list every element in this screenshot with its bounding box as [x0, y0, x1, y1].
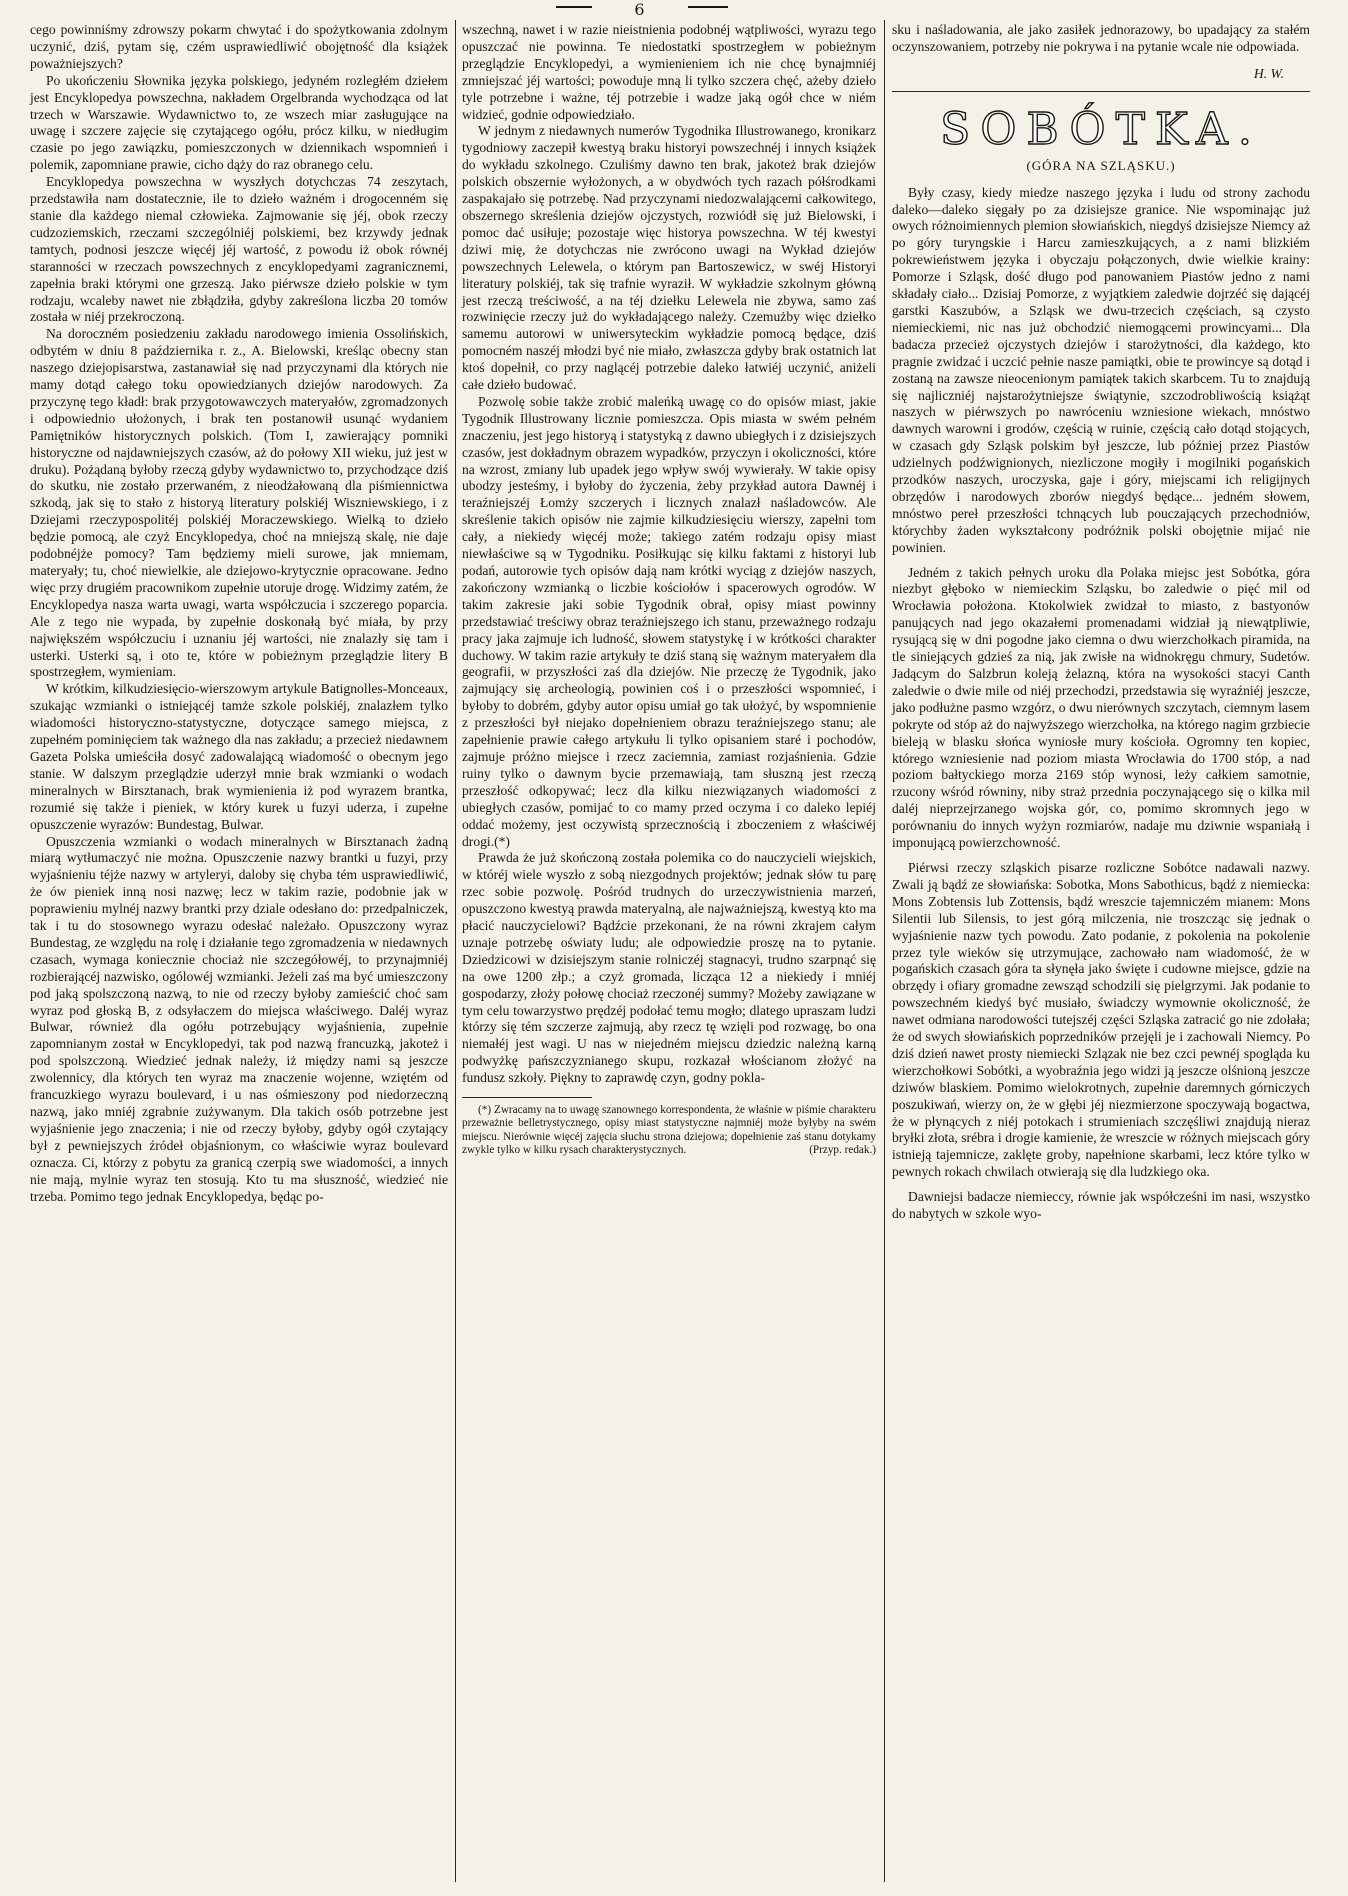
column-2	[462, 22, 876, 1888]
paragraph: wszechną, nawet i w razie nieistnienia podobnéj wątpliwości, wyrazu tego opuszczać nie powinna. Te niedostatki spostrzegłem w pobieżnym przeglądzie Encyklopedyi, a wymienieniem ich nie chcę bynajmniéj zmniejszać jéj wartości; powoduje mną li tylko szczera chęć, ażeby dzieło tyle potrzebne i ważne, téj potrzebie i wadze jaką ogół chce w niém widzieć, godnie odpowiedziało.	[462, 22, 876, 122]
paragraph: cego powinniśmy zdrowszy pokarm chwytać i do spożytkowania zdolnym uczynić, dziś, pytam się, czém usprawiedliwić obojętność dla książek poważniejszych?	[30, 22, 448, 71]
author-signature: H. W.	[1253, 65, 1284, 81]
footnote-credit: (Przyp. redak.)	[809, 1143, 876, 1156]
paragraph: Dawniejsi badacze niemieccy, równie jak współcześni im nasi, wszystko do nabytych w szkole wyo-	[892, 1189, 1310, 1222]
paragraph: W krótkim, kilkudziesięcio-wierszowym artykule Batignolles-Monceaux, szukając wzmianki o istniejącéj tamże szkole polskiéj, znalazłem tylko wiadomości historyczno-statystyczne, dotyczące samego miejsca, z zupełném pominięciem tak ważnego dla nas zakładu; a przecież niedawnem Gazeta Polska umieściła dosyć zadowalającą wiadomość o obecnym jego stanie. W dalszym przeglądzie uderzył mnie brak wzmianki o wodach mineralnych w Birsztanach, brak wymienienia iż pod wyrazem brantka, rozumié się także i pieniek, w który kurek u fuzyi uderza, i zupełne opuszczenie wyrazów: Bundestag, Bulwar.	[30, 681, 448, 832]
title-rule	[892, 91, 1310, 92]
paragraph: Prawda że już skończoną została polemika co do nauczycieli wiejskich, w któréj wiele wyszło z sobą niezgodnych projektów; jednak słów tu parę rzec sobie pozwolę. Pośród trudnych do urzeczywistnienia marzeń, opuszczono kwestyą prawda materyalną, ale najważniejszą, kwestyą kto ma płacić nauczycielowi? Bądźcie przekonani, że na równi zkrajem całym uznaje potrzebę oświaty ludu; ale odpowiedzie proszę na to pytanie. Dziedzicowi w dzisiejszym stanie rolniczéj stagnacyi, trudno szarpnąć się na owe 1200 złp.; a czyż gromada, licząca 12 a niekiedy i mniéj gospodarzy, złoży połowę chociaż rzeczonéj summy? Możeby zawiązane w tym celu towarzystwo prędzéj podołać temu mogło; dlatego upraszam ludzi którzy się tém szczerze zajmują, aby rzecz tę wzięli pod rozwagę, bo ona niemałéj jest wagi. U nas w niejedném miejscu dziedzic należną karną podwyżkę pańszczyznianego skupu, rozkazał włościanom złożyć na fundusz szkoły. Piękny to zaprawdę czyn, godny pokla-	[462, 850, 876, 1086]
column-rule-1	[455, 20, 456, 1882]
paragraph: Po ukończeniu Słownika języka polskiego, jedyném rozległém dziełem jest Encyklopedya powszechna, nakładem Orgelbranda wychodząca od lat trzech w Warszawie. Wydawnictwo to, ze wszech miar zasługujące na uwagę i szczere zajęcie się czytającego ogółu, prócz kilku, w niedługim czasie po jego zawiązku, pomieszczonych w dziennikach wspomnień i polemik, zapomniane prawie, cicho dąży do raz obranego celu.	[30, 72, 448, 173]
article-title: SOBÓTKA.	[940, 103, 1262, 155]
paragraph: Piérwsi rzeczy szląskich pisarze rozliczne Sobótce nadawali nazwy. Zwali ją bądź ze słowiańska: Sobotka, Mons Sabothicus, bądź z niemiecka: Mons Zobtensis lub Zottensis, bądź wreszcie tajemniczém mianem: Mons Silentii lub Silensis, to jest górą milczenia, nie troszcząc się jednak o wyjaśnienie nazw tych powodu. Zato podanie, z pokolenia na pokolenie przez tyle wieków się utrzymujące, zachowało nam wiadomość, że w pogańskich czasach góra ta słynęła jako święte i cudowne miejsce, gdzie na obrzędy i ofiary gromadne zewsząd schodzili się pielgrzymi. Jak podanie to powszechném kiedyś być musiało, świadczy wymownie okoliczność, że nawet odmiana narodowości tutejszéj części Szląska zatracić go nie zdołała; że od swych słowiańskich poprzedników przejęli je i zachowali Niemcy. Po dziś dzień nawet prosty niemiecki Szlązak nie bez czci pewnéj spogląda ku wierzchołkowi Sobótki, a wyobraźnia jego widzi ją jeszcze olśnioną jeszcze dziwów blaskiem. Pomimo wielokrotnych, zupełnie daremnych górniczych poszukiwań, wierzy on, że w głębi jéj niezmierzone spoczywają bogactwa, że w płynących z niéj potokach i strumieniach szczęśliwi znajdują nieraz bryłki złota, srébra i drogie kamienie, że wreszcie w różnych miejscach góry istnieją tajemnicze, zaklęte groby, napełnione skarbami, lecz które tylko w pewnych rokach chwilach otwierają się dla ludzkiego oka.	[892, 859, 1310, 1180]
paragraph: Na doroczném posiedzeniu zakładu narodowego imienia Ossolińskich, odbytém w dniu 8 października r. z., A. Bielowski, kreśląc obecny stan naszego dziejopisarstwa, zastanawiał się nad przyczynami dla których nie mamy dotąd całego toku opowiedzianych dziejów narodowych. Za przyczynę tego kładł: brak przygotowawczych materyałów, zgromadzonych i odpowiednio ułożonych, i brak ten postanowił usunąć wydaniem Pamiętników historycznych polskich. (Tom I, zawierający pomniki historyczne od najdawniejszych czasów, aż do połowy XII wieku, już jest w druku). Pożądaną byłoby rzeczą gdyby wydawnictwo to, przychodzące dziś do skutku, nie zostało przerwaném, z nieodżałowaną dla piśmiennictwa szkodą, jak się to stało z historyą literatury polskiéj Wiszniewskiego, i z Dziejami rzeczypospolitéj polskiéj Moraczewskiego. Wielką to dzieło będzie pomocą, ale czyż Encyklopedya, choć na mniejszą skalę, nie daje podobnéjże pomocy? Tam będziemy mieli surowe, jak mniemam, materyały; tu, choć niewielkie, ale dziejowo-krytycznie opracowane. Jedno więc przy drugiém pracownikom zupełnie utoruje drogę. Widzimy zatém, że Encyklopedya nasza warta uwagi, warta współczucia i szczerego poparcia. Ale z tego nie wypada, by zupełnie doskonałą być miała, by przy największém współczuciu i uznaniu jéj wartości, nie znalazły się tam i usterki. Usterki są, i oto te, które w pobieżnym przeglądzie litery B spostrzegłem, wymieniam.	[30, 326, 448, 680]
paragraph: Encyklopedya powszechna w wyszłych dotychczas 74 zeszytach, przedstawiła nam dostatecznie, ile to dzieło ważném i drogocenném się stanie dla każdego niemal człowieka. Zajmowanie się jéj, obok rzeczy cudzoziemskich, rzeczami szczególniéj polskiemi, bez krzywdy jednak tamtych, podnosi jeszcze więcéj jéj wartość, z powodu iż obok równéj staranności w rzeczach powszechnych z encyklopedyami zagranicznemi, zapełnia braki którymi one grzeszą. Jako piérwsze dzieło polskie w tym rodzaju, wcaleby nawet nie zbłądziła, gdyby zakreślona liczba 20 tomów została w niéj przekroczoną.	[30, 174, 448, 325]
column-1	[30, 22, 448, 1888]
article-subtitle: (GÓRA NA SZLĄSKU.)	[1026, 157, 1176, 173]
paragraph: Były czasy, kiedy miedze naszego języka i ludu od strony zachodu daleko—daleko sięgały po za dzisiejsze granice. Nie wspominając już owych różnoimiennych plemion słowiańskich, niegdyś dzisiejsze Niemcy aż po góry turyngskie i Harcu zamieszkujących, a z nami blizkiém pokrewieństwem języka i obyczaju połączonych, dwie wielkie krainy: Pomorze i Szląsk, dość długo pod panowaniem Piastów jedno z nami składały ciało... Dzisiaj Pomorze, z wyjątkiem zaledwie dojrzéć się dającéj garstki Kaszubów, a Szląsk we dwu-trzecich częściach, są czysto niemieckiemi, nic nas już obchodzić niemogącemi prowincyami... Dla badacza przecież ojczystych dziejów i starożytności, dla każdego, kto pragnie zwidzać i uczcić pełnie nasze pamiątki, obie te prowincye są dotąd i zostaną na zawsze nieocenionym pamiątek takich skarbcem. Tu to znajdują się najliczniéj najstarożytniejsze świątynie, szczodrobliwością książąt naszych w piérwszych po nawróceniu wzniesione wiekach, mnóstwo dawnych warowni i grodów, częścią w ruinie, częścią cało dotąd stojących, w czasach gdy Szląsk polskim był jeszcze, lub później przez Piastów udzielnych podźwignionych, niezliczone mogiły i mogilniki pogańskich przodków naszych, uroczyska, gaje i góry, miejscami ich religijnych obrzędów i narodowych zborów niegdyś będące... jedném słowem, mnóstwo pereł przeszłości tchnących lub pouczających przechodniów, którychby żaden wykształcony podróżnik polski obojętnie mijać nie powinien.	[892, 184, 1310, 555]
footnote-rule	[462, 1097, 592, 1098]
column-rule-2	[884, 20, 885, 1882]
folio-rule-right	[688, 6, 728, 8]
paragraph: W jednym z niedawnych numerów Tygodnika Illustrowanego, kronikarz tygodniowy zaczepił kwestyą braku historyi powszechnéj i innych książek do wykładu szkolnego. Czuliśmy dawno ten brak, jakoteż brak dziejów polskich obszernie wyłożonych, a w obydwóch tych razach półśrodkami zaspakajało się potrzebę. Nad przyczynami niedozwalającemi całkowitego, obszernego skreślenia dziejów ojczystych, rozwiódł się już Bielowski, i pomoc dać usiłuje; pozostaje więc historya powszechna. W téj kwestyi dziwi mię, że dotychczas nie zwrócono uwagi na Wykład dziejów powszechnych Lelewela, o którym pan Bartoszewicz, w swéj Historyi literatury polskiéj, tak się trafnie wyraził. W wykładzie szkolnym główną jest rzeczą treściwość, a na téj dziełku Lelewela nie zbywa, samo zaś rozwinięcie rzeczy już do wykładającego należy. Czemużby więc dziełko samemu autorowi w uniwersyteckim wykładzie pomocą będące, dziś pomocném naszéj młodzi być nie miało, zwłaszcza gdyby brak ostatnich lat ktoś dopełnił, co przy naglącéj potrzebie daleko łatwiéj uczynić, aniżeli całe dzieło budować.	[462, 123, 876, 393]
footnote: (*) Zwracamy na to uwagę szanownego korrespondenta, że właśnie w piśmie charakteru przeważnie belletrystycznego, opisy miast statystyczne najmniéj może byłyby na swém miejscu. Nierównie więcéj zajęcia słuchu strona dziejowa; dopełnienie zaś stanu dotykamy zwykle tylko w kilku rysach charakterystycznych. (Przyp. redak.)	[462, 1104, 876, 1156]
paragraph: Jedném z takich pełnych uroku dla Polaka miejsc jest Sobótka, góra niezbyt głęboko w niemieckim Szląsku, bo zaledwie o pięć mil od Wrocławia położona. Ktokolwiek zwidzał to miasto, z bastyonów panujących nad jego okazałemi promenadami widział ją niewątpliwie, rysującą się w dni pogodne jako ciemna o dwu wierzchołkach piramida, na tle siniejących gdzieś za nią, jak zwisłe na widnokręgu chmury, Sudetów. Jadącym do Salzbrun koleją żelazną, która na wysokości stacyi Canth zaledwie o dwie mile od niéj przechodzi, przedstawia się wyraźniéj jeszcze, jako podłużne pasmo wzgórz, o dwu nierównych szczytach, ciemnym lasem pokryte od stóp aż do najwyższego wierzchołka, na którego nagim grzbiecie bieleją w blasku słońca wyniosłe mury kościoła. Ogromny ten kopiec, którego wzniesienie nad poziom miasta Wrocławia do 1700 stóp, a nad poziom bałtyckiego morza 2169 stóp wynosi, leży całkiem samotnie, rzucony wśród równiny, niby straż przednia poczynającego się o kilka mil daléj nieprzejrzanego wojska gór, co, pomimo skromnych jego w porównaniu do innych wyżyn rozmiarów, nadaje mu dziwnie wspaniałą i imponującą powierzchowność.	[892, 564, 1310, 851]
paragraph: Opuszczenia wzmianki o wodach mineralnych w Birsztanach żadną miarą wytłumaczyć nie można. Opuszczenie nazwy brantki u fuzyi, przy wyjaśnieniu téjże nazwy w artyleryi, daloby się chyba tém usprawiedliwić, że ów pieniek inną nosi nazwę; lecz w takim razie, podobnie jak w poprawieniu mylnéj nazwy brantki przy dziale odesłano do: przedpalniczek, tak i tu do stosownego wyrazu odesłać należało. Opuszczony wyraz Bundestag, ze względu na rolę i działanie tego zgromadzenia w niedawnych czasach, wymaga koniecznie chociaż nie szczegółowéj, to przynajmniéj rozbierającéj nazwisko, ogólowéj wzmianki. Jeżeli zaś ma być umieszczony pod jaką spolszczoną nazwą, to nie od rzeczy byłoby zamieścić choć sam wyraz pod głoską B, z odsyłaczem do miejsca właściwego. Daléj wyraz Bulwar, również dla ogółu potrzebujący wyjaśnienia, zupełnie zapomnianym został w Encyklopedyi, tak pod nazwą francuzką, jakoteż i pod spolszczoną. Wiedzieć jednak należy, iż między nami są jeszcze zwolennicy, dla których ten wyraz ma znaczenie wojenne, wziętém od francuzkiego wyrazu boulevard, i u nas ośmieszony pod niedorzeczną nazwą, jako mniéj zgrabnie zużywanym. Dla takich osób potrzebne jest wyjaśnienie jego znaczenia; i nie od rzeczy byłoby, gdyby ogół czytający był z pewniejszych źródeł objaśnionym, co właściwie wyraz boulevard oznacza. Ci, którzy z pobytu za granicą czerpią swe wiadomości, a innych nie mają, mylnie wyraz ten stosują. Kto tu ma słuszność, wiedzieć nie trzeba. Pomimo tego jednak Encyklopedya, będąc po-	[30, 833, 448, 1204]
folio-rule-left	[556, 6, 592, 8]
paragraph: Pozwolę sobie także zrobić maleńką uwagę co do opisów miast, jakie Tygodnik Illustrowany licznie pomieszcza. Opis miasta w swém pełném znaczeniu, jest jego historyą i statystyką z dawno ubiegłych i z dzisiejszych czasów, jest dokładnym obrazem wypadków, przyczyn i okoliczności, które na wzrost, zmiany lub upadek jego wpływ swój wywierały. W takie opisy ubodzy jesteśmy, i byłoby do życzenia, żeby przykład autora Dawnéj i teraźniejszéj Łomży szczerych i licznych znalazł naśladowców. Ale skreślenie takich opisów nie zajmie kilkudziesięciu wierszy, zapełni tom cały, a niekiedy więcéj może; takiego zatém rodzaju opisy miast niewłaściwe są w Tygodniku. Posiłkując się kilku faktami z historyi lub podań, autorowie tych opisów dają nam krótki wyciąg z dziejów naszych, zakończony wzmianką o liczbie kościołów i spacerowych ogrodów. W takim zakresie jaki sobie Tygodnik obrał, opisy miast powinny przedstawiać treściwy obraz teraźniejszego ich stanu, przeważnego rodzaju pracy jaka zajmuje ich ludność, słowem statystykę i w krótkości charakter duchowy. W takim razie artykuły te dziś staną się ważnym materyałem dla geografii, w przyszłości zaś dla dziejów. Nie przeczę że Tygodnik, jako zajmujący się archeologią, powinien coś i o przeszłości wspomnieć, i byłoby to dobrém, gdyby autor opisu umiał go tak ułożyć, by wspomnienie z przeszłości był niejako dopełnieniem obrazu teraźniejszego stanu; ale zapełnienie prawie całego artykułu li tylko opisaniem staré i pochodów, zajmuje próżno miejsce i rzecz zaciemnia, zamiast rozjaśnienia. Gdzie ruiny tylko o dawnym bycie przemawiają, tam słuszną jest rzeczą przeszłość odkopywać; lecz dla kilku niezwiązanych wiadomości z ubiegłych czasów, pomijać to co mamy przed oczyma i co daleko lepiéj oddać możemy, jest oczywistą sprzecznością i zboczeniem z właściwéj drogi.(*)	[462, 393, 876, 849]
page-number: 6	[634, 0, 646, 19]
paragraph: sku i naśladowania, ale jako zasiłek jednorazowy, bo upadający za stałém oczynszowaniem, potrzeby nie pokrywa i na pytanie wcale nie odpowiada.	[892, 22, 1310, 54]
column-3	[892, 22, 1310, 1888]
